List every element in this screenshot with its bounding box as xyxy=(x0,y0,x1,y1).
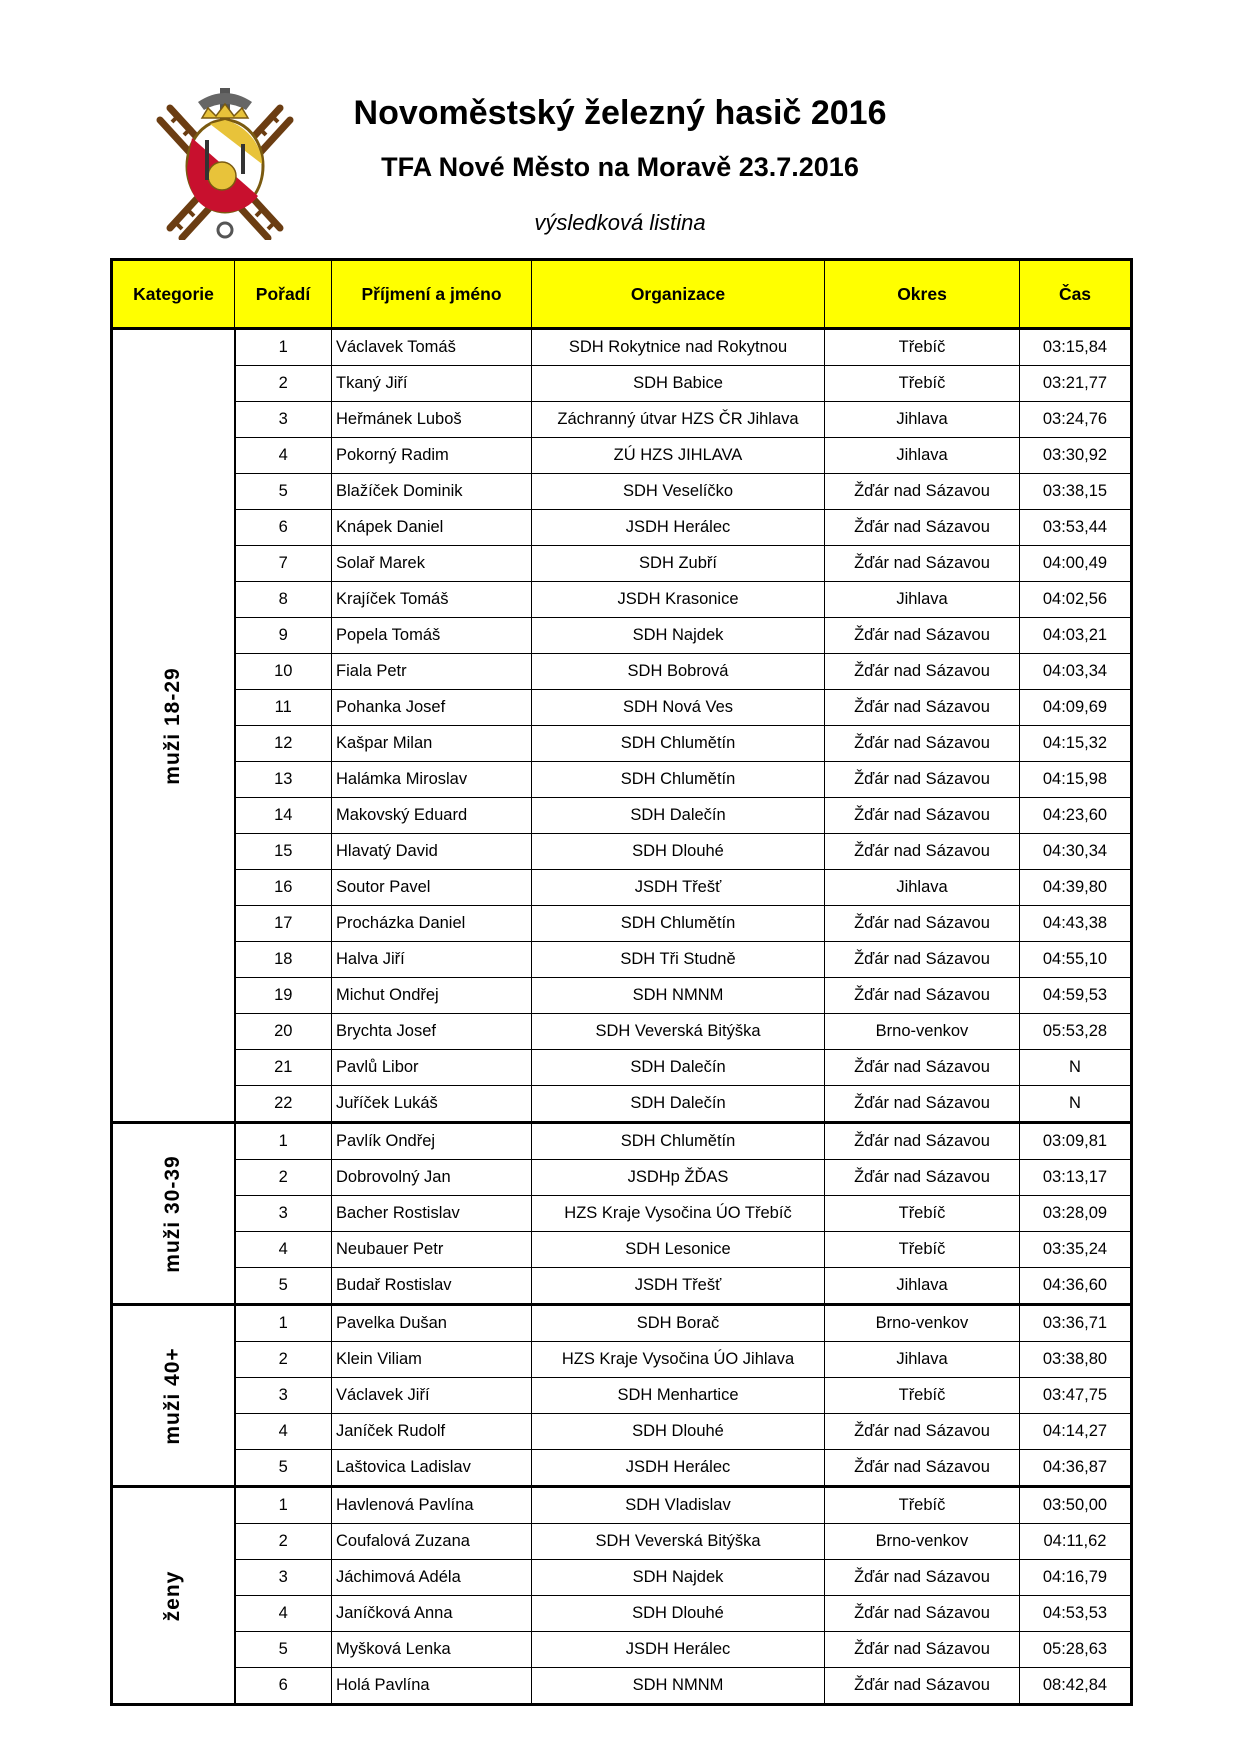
category-cell xyxy=(112,329,235,1123)
name-cell: Pavelka Dušan xyxy=(332,1305,532,1342)
table-row xyxy=(112,329,1132,366)
rank-cell: 22 xyxy=(235,1086,332,1123)
district-cell: Jihlava xyxy=(825,438,1020,474)
time-cell: 04:15,32 xyxy=(1020,726,1132,762)
time-cell: 03:15,84 xyxy=(1020,329,1132,366)
district-cell: Jihlava xyxy=(825,1268,1020,1305)
organization-cell: SDH Chlumětín xyxy=(532,726,825,762)
district-cell: Třebíč xyxy=(825,1196,1020,1232)
name-cell: Laštovica Ladislav xyxy=(332,1450,532,1487)
organization-cell: SDH NMNM xyxy=(532,978,825,1014)
time-cell: 04:55,10 xyxy=(1020,942,1132,978)
name-cell: Janíčková Anna xyxy=(332,1596,532,1632)
name-cell: Heřmánek Luboš xyxy=(332,402,532,438)
organization-cell: SDH Rokytnice nad Rokytnou xyxy=(532,329,825,366)
firefighter-emblem-icon xyxy=(150,88,300,240)
table-row xyxy=(112,870,1132,906)
rank-cell: 19 xyxy=(235,978,332,1014)
column-header-name: Příjmení a jméno xyxy=(332,260,532,329)
rank-cell: 3 xyxy=(235,1378,332,1414)
table-row xyxy=(112,978,1132,1014)
district-cell: Jihlava xyxy=(825,870,1020,906)
rank-cell: 21 xyxy=(235,1050,332,1086)
organization-cell: JSDH Herálec xyxy=(532,1632,825,1668)
district-cell: Žďár nad Sázavou xyxy=(825,1123,1020,1160)
column-header-time: Čas xyxy=(1020,260,1132,329)
time-cell: 04:36,87 xyxy=(1020,1450,1132,1487)
time-cell: 03:36,71 xyxy=(1020,1305,1132,1342)
organization-cell: ZÚ HZS JIHLAVA xyxy=(532,438,825,474)
organization-cell: SDH Tři Studně xyxy=(532,942,825,978)
rank-cell: 5 xyxy=(235,474,332,510)
category-label: ženy xyxy=(161,1570,185,1621)
organization-cell: SDH Chlumětín xyxy=(532,762,825,798)
time-cell: 03:35,24 xyxy=(1020,1232,1132,1268)
name-cell: Jáchimová Adéla xyxy=(332,1560,532,1596)
district-cell: Žďár nad Sázavou xyxy=(825,726,1020,762)
district-cell: Jihlava xyxy=(825,1342,1020,1378)
rank-cell: 3 xyxy=(235,402,332,438)
name-cell: Bacher Rostislav xyxy=(332,1196,532,1232)
time-cell: 04:11,62 xyxy=(1020,1524,1132,1560)
district-cell: Třebíč xyxy=(825,329,1020,366)
table-row xyxy=(112,1450,1132,1487)
rank-cell: 8 xyxy=(235,582,332,618)
time-cell: 04:15,98 xyxy=(1020,762,1132,798)
organization-cell: SDH Zubří xyxy=(532,546,825,582)
district-cell: Třebíč xyxy=(825,366,1020,402)
organization-cell: JSDH Herálec xyxy=(532,1450,825,1487)
rank-cell: 2 xyxy=(235,1160,332,1196)
organization-cell: SDH Veselíčko xyxy=(532,474,825,510)
time-cell: 04:00,49 xyxy=(1020,546,1132,582)
table-row xyxy=(112,366,1132,402)
district-cell: Žďár nad Sázavou xyxy=(825,942,1020,978)
organization-cell: SDH Dalečín xyxy=(532,1086,825,1123)
time-cell: 04:59,53 xyxy=(1020,978,1132,1014)
district-cell: Žďár nad Sázavou xyxy=(825,1160,1020,1196)
rank-cell: 1 xyxy=(235,1123,332,1160)
name-cell: Fiala Petr xyxy=(332,654,532,690)
category-label: muži 30-39 xyxy=(161,1154,185,1273)
time-cell: 04:43,38 xyxy=(1020,906,1132,942)
time-cell: N xyxy=(1020,1086,1132,1123)
district-cell: Žďár nad Sázavou xyxy=(825,1668,1020,1705)
rank-cell: 16 xyxy=(235,870,332,906)
organization-cell: SDH NMNM xyxy=(532,1668,825,1705)
name-cell: Hlavatý David xyxy=(332,834,532,870)
rank-cell: 5 xyxy=(235,1450,332,1487)
table-row xyxy=(112,1632,1132,1668)
rank-cell: 4 xyxy=(235,1596,332,1632)
rank-cell: 12 xyxy=(235,726,332,762)
rank-cell: 5 xyxy=(235,1632,332,1668)
time-cell: 03:21,77 xyxy=(1020,366,1132,402)
time-cell: 04:39,80 xyxy=(1020,870,1132,906)
table-row xyxy=(112,1560,1132,1596)
organization-cell: SDH Chlumětín xyxy=(532,1123,825,1160)
name-cell: Tkaný Jiří xyxy=(332,366,532,402)
time-cell: 04:03,21 xyxy=(1020,618,1132,654)
rank-cell: 6 xyxy=(235,1668,332,1705)
name-cell: Juříček Lukáš xyxy=(332,1086,532,1123)
table-row xyxy=(112,1196,1132,1232)
time-cell: 04:03,34 xyxy=(1020,654,1132,690)
table-row xyxy=(112,654,1132,690)
name-cell: Kašpar Milan xyxy=(332,726,532,762)
time-cell: 03:24,76 xyxy=(1020,402,1132,438)
table-row xyxy=(112,1232,1132,1268)
table-row xyxy=(112,726,1132,762)
name-cell: Procházka Daniel xyxy=(332,906,532,942)
time-cell: 03:30,92 xyxy=(1020,438,1132,474)
district-cell: Žďár nad Sázavou xyxy=(825,474,1020,510)
time-cell: 08:42,84 xyxy=(1020,1668,1132,1705)
name-cell: Brychta Josef xyxy=(332,1014,532,1050)
rank-cell: 18 xyxy=(235,942,332,978)
organization-cell: SDH Borač xyxy=(532,1305,825,1342)
rank-cell: 2 xyxy=(235,1524,332,1560)
table-row xyxy=(112,1378,1132,1414)
table-row xyxy=(112,402,1132,438)
table-row xyxy=(112,1160,1132,1196)
table-row xyxy=(112,546,1132,582)
table-row xyxy=(112,618,1132,654)
time-cell: 04:14,27 xyxy=(1020,1414,1132,1450)
time-cell: 03:50,00 xyxy=(1020,1487,1132,1524)
rank-cell: 4 xyxy=(235,1232,332,1268)
rank-cell: 15 xyxy=(235,834,332,870)
column-header-category: Kategorie xyxy=(112,260,235,329)
rank-cell: 1 xyxy=(235,1305,332,1342)
district-cell: Žďár nad Sázavou xyxy=(825,546,1020,582)
results-table xyxy=(110,258,1133,1706)
time-cell: 03:13,17 xyxy=(1020,1160,1132,1196)
rank-cell: 7 xyxy=(235,546,332,582)
district-cell: Žďár nad Sázavou xyxy=(825,906,1020,942)
time-cell: 04:09,69 xyxy=(1020,690,1132,726)
name-cell: Václavek Jiří xyxy=(332,1378,532,1414)
organization-cell: JSDHp ŽĎAS xyxy=(532,1160,825,1196)
district-cell: Žďár nad Sázavou xyxy=(825,1086,1020,1123)
category-cell xyxy=(112,1305,235,1487)
time-cell: 04:23,60 xyxy=(1020,798,1132,834)
organization-cell: SDH Dalečín xyxy=(532,1050,825,1086)
name-cell: Halva Jiří xyxy=(332,942,532,978)
time-cell: 03:28,09 xyxy=(1020,1196,1132,1232)
time-cell: 03:47,75 xyxy=(1020,1378,1132,1414)
district-cell: Žďár nad Sázavou xyxy=(825,1414,1020,1450)
organization-cell: SDH Dlouhé xyxy=(532,1414,825,1450)
organization-cell: SDH Dlouhé xyxy=(532,834,825,870)
rank-cell: 4 xyxy=(235,1414,332,1450)
organization-cell: SDH Menhartice xyxy=(532,1378,825,1414)
name-cell: Václavek Tomáš xyxy=(332,329,532,366)
district-cell: Žďár nad Sázavou xyxy=(825,762,1020,798)
district-cell: Jihlava xyxy=(825,582,1020,618)
name-cell: Holá Pavlína xyxy=(332,1668,532,1705)
rank-cell: 1 xyxy=(235,329,332,366)
table-header-row xyxy=(112,260,1132,329)
rank-cell: 2 xyxy=(235,366,332,402)
district-cell: Třebíč xyxy=(825,1487,1020,1524)
organization-cell: SDH Nová Ves xyxy=(532,690,825,726)
rank-cell: 3 xyxy=(235,1196,332,1232)
district-cell: Žďár nad Sázavou xyxy=(825,510,1020,546)
name-cell: Blažíček Dominik xyxy=(332,474,532,510)
table-row xyxy=(112,438,1132,474)
time-cell: 04:02,56 xyxy=(1020,582,1132,618)
table-row xyxy=(112,834,1132,870)
district-cell: Brno-venkov xyxy=(825,1524,1020,1560)
table-row xyxy=(112,510,1132,546)
name-cell: Janíček Rudolf xyxy=(332,1414,532,1450)
district-cell: Jihlava xyxy=(825,402,1020,438)
table-row xyxy=(112,1487,1132,1524)
name-cell: Halámka Miroslav xyxy=(332,762,532,798)
rank-cell: 5 xyxy=(235,1268,332,1305)
time-cell: 04:36,60 xyxy=(1020,1268,1132,1305)
table-row xyxy=(112,906,1132,942)
district-cell: Žďár nad Sázavou xyxy=(825,834,1020,870)
rank-cell: 17 xyxy=(235,906,332,942)
name-cell: Dobrovolný Jan xyxy=(332,1160,532,1196)
name-cell: Neubauer Petr xyxy=(332,1232,532,1268)
column-header-district: Okres xyxy=(825,260,1020,329)
name-cell: Budař Rostislav xyxy=(332,1268,532,1305)
rank-cell: 4 xyxy=(235,438,332,474)
rank-cell: 20 xyxy=(235,1014,332,1050)
district-cell: Žďár nad Sázavou xyxy=(825,1632,1020,1668)
time-cell: 04:53,53 xyxy=(1020,1596,1132,1632)
time-cell: 04:30,34 xyxy=(1020,834,1132,870)
time-cell: 04:16,79 xyxy=(1020,1560,1132,1596)
district-cell: Žďár nad Sázavou xyxy=(825,654,1020,690)
table-row xyxy=(112,1596,1132,1632)
rank-cell: 13 xyxy=(235,762,332,798)
organization-cell: HZS Kraje Vysočina ÚO Třebíč xyxy=(532,1196,825,1232)
category-label: muži 18-29 xyxy=(161,666,185,785)
table-row xyxy=(112,762,1132,798)
organization-cell: JSDH Herálec xyxy=(532,510,825,546)
table-row xyxy=(112,798,1132,834)
table-row xyxy=(112,1050,1132,1086)
name-cell: Solař Marek xyxy=(332,546,532,582)
document-type-label: výsledková listina xyxy=(534,210,706,235)
name-cell: Havlenová Pavlína xyxy=(332,1487,532,1524)
table-row xyxy=(112,1268,1132,1305)
organization-cell: SDH Najdek xyxy=(532,1560,825,1596)
time-cell: 05:53,28 xyxy=(1020,1014,1132,1050)
name-cell: Pohanka Josef xyxy=(332,690,532,726)
column-header-rank: Pořadí xyxy=(235,260,332,329)
name-cell: Pavlík Ondřej xyxy=(332,1123,532,1160)
table-row xyxy=(112,1524,1132,1560)
district-cell: Žďár nad Sázavou xyxy=(825,690,1020,726)
organization-cell: SDH Lesonice xyxy=(532,1232,825,1268)
table-row xyxy=(112,474,1132,510)
rank-cell: 2 xyxy=(235,1342,332,1378)
rank-cell: 6 xyxy=(235,510,332,546)
district-cell: Žďár nad Sázavou xyxy=(825,1560,1020,1596)
district-cell: Žďár nad Sázavou xyxy=(825,978,1020,1014)
rank-cell: 3 xyxy=(235,1560,332,1596)
name-cell: Popela Tomáš xyxy=(332,618,532,654)
time-cell: 05:28,63 xyxy=(1020,1632,1132,1668)
district-cell: Žďár nad Sázavou xyxy=(825,1450,1020,1487)
rank-cell: 11 xyxy=(235,690,332,726)
organization-cell: Záchranný útvar HZS ČR Jihlava xyxy=(532,402,825,438)
organization-cell: JSDH Třešť xyxy=(532,1268,825,1305)
table-row xyxy=(112,1086,1132,1123)
table-row xyxy=(112,1668,1132,1705)
name-cell: Knápek Daniel xyxy=(332,510,532,546)
category-label: muži 40+ xyxy=(161,1346,185,1445)
time-cell: 03:38,15 xyxy=(1020,474,1132,510)
organization-cell: SDH Dlouhé xyxy=(532,1596,825,1632)
organization-cell: SDH Dalečín xyxy=(532,798,825,834)
district-cell: Žďár nad Sázavou xyxy=(825,618,1020,654)
table-row xyxy=(112,1305,1132,1342)
time-cell: 03:53,44 xyxy=(1020,510,1132,546)
time-cell: N xyxy=(1020,1050,1132,1086)
table-row xyxy=(112,1123,1132,1160)
organization-cell: SDH Bobrová xyxy=(532,654,825,690)
organization-cell: SDH Vladislav xyxy=(532,1487,825,1524)
page-title: Novoměstský železný hasič 2016 xyxy=(353,94,887,132)
time-cell: 03:09,81 xyxy=(1020,1123,1132,1160)
table-row xyxy=(112,582,1132,618)
name-cell: Pokorný Radim xyxy=(332,438,532,474)
category-cell xyxy=(112,1487,235,1705)
table-row xyxy=(112,690,1132,726)
table-row xyxy=(112,1414,1132,1450)
rank-cell: 14 xyxy=(235,798,332,834)
rank-cell: 10 xyxy=(235,654,332,690)
district-cell: Žďár nad Sázavou xyxy=(825,798,1020,834)
category-cell xyxy=(112,1123,235,1305)
name-cell: Michut Ondřej xyxy=(332,978,532,1014)
name-cell: Coufalová Zuzana xyxy=(332,1524,532,1560)
organization-cell: JSDH Krasonice xyxy=(532,582,825,618)
name-cell: Soutor Pavel xyxy=(332,870,532,906)
organization-cell: HZS Kraje Vysočina ÚO Jihlava xyxy=(532,1342,825,1378)
table-row xyxy=(112,942,1132,978)
table-row xyxy=(112,1342,1132,1378)
organization-cell: SDH Chlumětín xyxy=(532,906,825,942)
name-cell: Pavlů Libor xyxy=(332,1050,532,1086)
district-cell: Třebíč xyxy=(825,1232,1020,1268)
event-subtitle: TFA Nové Město na Moravě 23.7.2016 xyxy=(381,152,859,182)
rank-cell: 9 xyxy=(235,618,332,654)
rank-cell: 1 xyxy=(235,1487,332,1524)
organization-cell: SDH Babice xyxy=(532,366,825,402)
district-cell: Brno-venkov xyxy=(825,1305,1020,1342)
organization-cell: SDH Najdek xyxy=(532,618,825,654)
district-cell: Žďár nad Sázavou xyxy=(825,1596,1020,1632)
organization-cell: SDH Veverská Bitýška xyxy=(532,1014,825,1050)
name-cell: Klein Viliam xyxy=(332,1342,532,1378)
organization-cell: JSDH Třešť xyxy=(532,870,825,906)
column-header-organization: Organizace xyxy=(532,260,825,329)
name-cell: Makovský Eduard xyxy=(332,798,532,834)
organization-cell: SDH Veverská Bitýška xyxy=(532,1524,825,1560)
name-cell: Myšková Lenka xyxy=(332,1632,532,1668)
district-cell: Třebíč xyxy=(825,1378,1020,1414)
district-cell: Žďár nad Sázavou xyxy=(825,1050,1020,1086)
name-cell: Krajíček Tomáš xyxy=(332,582,532,618)
table-row xyxy=(112,1014,1132,1050)
district-cell: Brno-venkov xyxy=(825,1014,1020,1050)
time-cell: 03:38,80 xyxy=(1020,1342,1132,1378)
